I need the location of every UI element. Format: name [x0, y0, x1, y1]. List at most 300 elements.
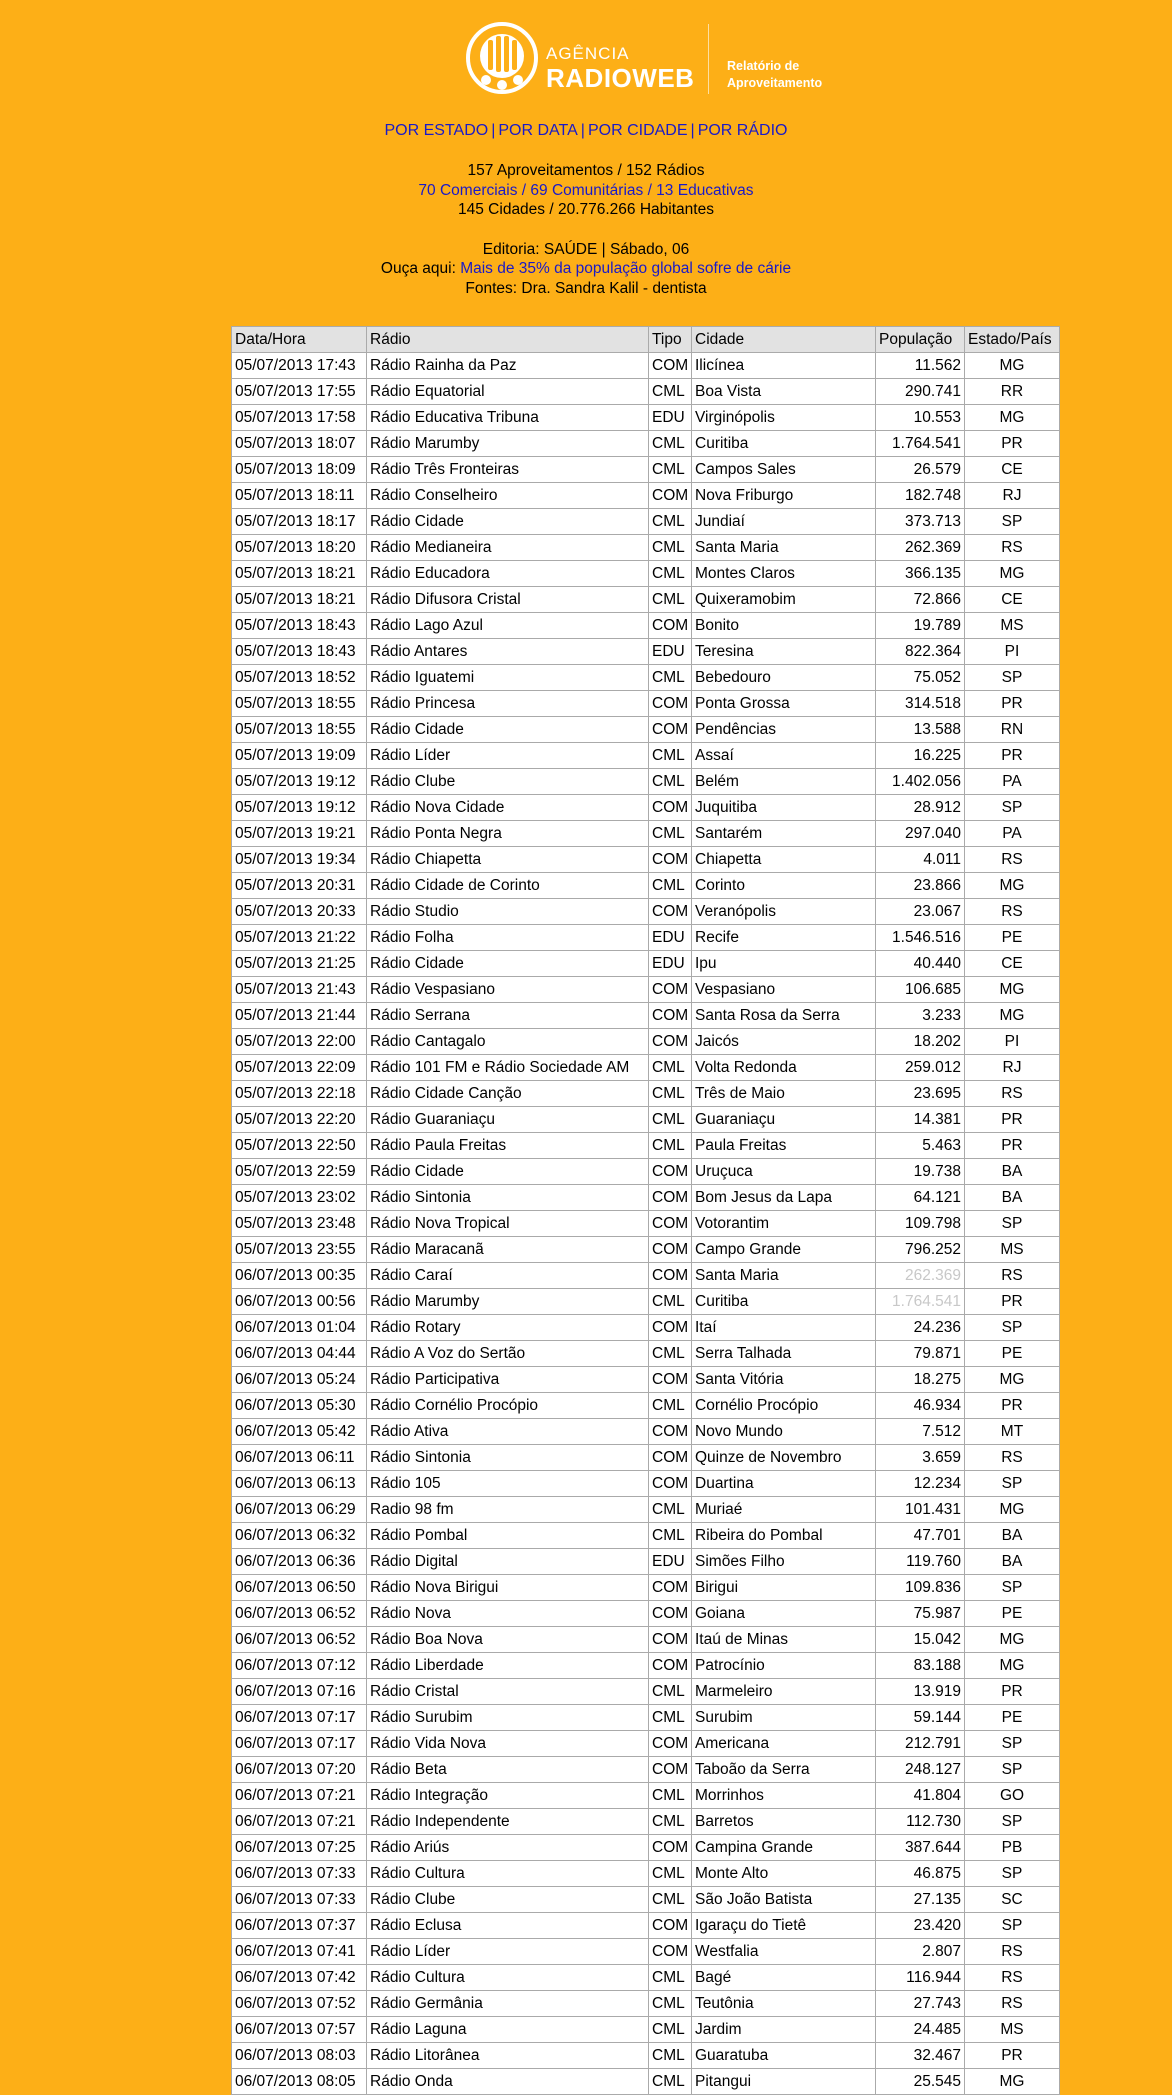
cell-datahora: 05/07/2013 17:58 [232, 405, 367, 431]
cell-datahora: 05/07/2013 21:43 [232, 977, 367, 1003]
cell-radio: Rádio Cidade [367, 717, 649, 743]
table-row [232, 1991, 1060, 2017]
cell-datahora: 06/07/2013 08:05 [232, 2069, 367, 2095]
cell-cidade: Assaí [692, 743, 876, 769]
cell-cidade: Taboão da Serra [692, 1757, 876, 1783]
cell-cidade: Teresina [692, 639, 876, 665]
cell-estado: MS [965, 2017, 1060, 2043]
table-row [232, 1341, 1060, 1367]
cell-tipo: COM [649, 1029, 692, 1055]
cell-populacao: 3.659 [876, 1445, 965, 1471]
table-header-row [232, 327, 1060, 353]
cell-cidade: Novo Mundo [692, 1419, 876, 1445]
cell-tipo: COM [649, 1731, 692, 1757]
cell-datahora: 06/07/2013 05:24 [232, 1367, 367, 1393]
cell-populacao: 19.789 [876, 613, 965, 639]
col-header-tipo: Tipo [649, 327, 692, 353]
cell-populacao: 18.202 [876, 1029, 965, 1055]
cell-tipo: CML [649, 587, 692, 613]
cell-estado: PA [965, 769, 1060, 795]
table-row [232, 1471, 1060, 1497]
nav-por-cidade[interactable]: POR CIDADE [587, 122, 688, 139]
cell-cidade: Belém [692, 769, 876, 795]
cell-cidade: Quinze de Novembro [692, 1445, 876, 1471]
cell-tipo: COM [649, 483, 692, 509]
cell-datahora: 05/07/2013 18:52 [232, 665, 367, 691]
cell-estado: SP [965, 1861, 1060, 1887]
col-header-estado: Estado/País [965, 327, 1060, 353]
cell-datahora: 05/07/2013 18:55 [232, 691, 367, 717]
cell-datahora: 06/07/2013 07:20 [232, 1757, 367, 1783]
cell-populacao: 1.546.516 [876, 925, 965, 951]
cell-populacao: 16.225 [876, 743, 965, 769]
cell-cidade: Surubim [692, 1705, 876, 1731]
cell-populacao: 40.440 [876, 951, 965, 977]
cell-datahora: 05/07/2013 20:33 [232, 899, 367, 925]
cell-radio: Rádio Sintonia [367, 1445, 649, 1471]
cell-populacao: 15.042 [876, 1627, 965, 1653]
cell-radio: Rádio Cidade [367, 1159, 649, 1185]
cell-populacao: 75.052 [876, 665, 965, 691]
cell-datahora: 06/07/2013 06:50 [232, 1575, 367, 1601]
cell-radio: Rádio Ativa [367, 1419, 649, 1445]
cell-estado: PA [965, 821, 1060, 847]
table-row [232, 1497, 1060, 1523]
cell-datahora: 05/07/2013 19:09 [232, 743, 367, 769]
cell-tipo: CML [649, 1289, 692, 1315]
cell-tipo: COM [649, 1367, 692, 1393]
cell-radio: Rádio Caraí [367, 1263, 649, 1289]
cell-tipo: COM [649, 795, 692, 821]
listen-link[interactable]: Mais de 35% da população global sofre de cárie [460, 260, 792, 277]
cell-radio: Rádio Cultura [367, 1861, 649, 1887]
cell-cidade: Quixeramobim [692, 587, 876, 613]
cell-tipo: CML [649, 665, 692, 691]
cell-estado: CE [965, 587, 1060, 613]
cell-radio: Rádio Digital [367, 1549, 649, 1575]
cell-populacao: 47.701 [876, 1523, 965, 1549]
cell-estado: PI [965, 639, 1060, 665]
cell-datahora: 06/07/2013 07:37 [232, 1913, 367, 1939]
cell-cidade: Ponta Grossa [692, 691, 876, 717]
cell-datahora: 05/07/2013 21:22 [232, 925, 367, 951]
cell-tipo: COM [649, 1003, 692, 1029]
table-row [232, 1653, 1060, 1679]
nav-por-radio[interactable]: POR RÁDIO [697, 122, 788, 139]
cell-radio: Rádio Iguatemi [367, 665, 649, 691]
editorial-line: Editoria: SAÚDE | Sábado, 06 [482, 240, 690, 258]
cell-radio: Rádio Nova Tropical [367, 1211, 649, 1237]
report-subtitle [727, 58, 837, 92]
cell-estado: CE [965, 951, 1060, 977]
table-row [232, 1237, 1060, 1263]
cell-radio: Rádio Cidade de Corinto [367, 873, 649, 899]
cell-estado: PR [965, 691, 1060, 717]
cell-tipo: COM [649, 1913, 692, 1939]
nav-por-data[interactable]: POR DATA [498, 122, 578, 139]
cell-cidade: Virginópolis [692, 405, 876, 431]
agencia-radioweb-logo[interactable] [466, 22, 826, 96]
table-row [232, 1107, 1060, 1133]
table-row [232, 1861, 1060, 1887]
cell-datahora: 05/07/2013 23:02 [232, 1185, 367, 1211]
cell-populacao: 23.866 [876, 873, 965, 899]
cell-tipo: CML [649, 1705, 692, 1731]
cell-tipo: EDU [649, 951, 692, 977]
cell-cidade: Simões Filho [692, 1549, 876, 1575]
cell-datahora: 06/07/2013 07:52 [232, 1991, 367, 2017]
cell-datahora: 05/07/2013 23:48 [232, 1211, 367, 1237]
table-row [232, 1315, 1060, 1341]
cell-radio: Rádio Germânia [367, 1991, 649, 2017]
cell-cidade: Santarém [692, 821, 876, 847]
cell-tipo: CML [649, 457, 692, 483]
cell-datahora: 05/07/2013 19:12 [232, 769, 367, 795]
cell-tipo: COM [649, 1471, 692, 1497]
table-row [232, 899, 1060, 925]
cell-tipo: COM [649, 1835, 692, 1861]
table-row [232, 873, 1060, 899]
cell-populacao: 248.127 [876, 1757, 965, 1783]
cell-datahora: 06/07/2013 06:11 [232, 1445, 367, 1471]
cell-datahora: 06/07/2013 06:13 [232, 1471, 367, 1497]
cell-estado: MG [965, 873, 1060, 899]
cell-estado: SC [965, 1887, 1060, 1913]
cell-cidade: Ipu [692, 951, 876, 977]
cell-cidade: Itaí [692, 1315, 876, 1341]
cell-populacao: 46.875 [876, 1861, 965, 1887]
cell-datahora: 06/07/2013 06:36 [232, 1549, 367, 1575]
cell-datahora: 06/07/2013 07:21 [232, 1783, 367, 1809]
cell-populacao: 366.135 [876, 561, 965, 587]
editorial-info [0, 240, 1172, 299]
cell-cidade: Corinto [692, 873, 876, 899]
cell-datahora: 05/07/2013 22:09 [232, 1055, 367, 1081]
cell-cidade: Santa Vitória [692, 1367, 876, 1393]
cell-estado: RS [965, 1081, 1060, 1107]
cell-tipo: CML [649, 1133, 692, 1159]
cell-radio: Rádio Cidade Canção [367, 1081, 649, 1107]
cell-radio: Rádio Litorânea [367, 2043, 649, 2069]
cell-populacao: 27.135 [876, 1887, 965, 1913]
cell-tipo: COM [649, 1419, 692, 1445]
cell-datahora: 05/07/2013 18:21 [232, 561, 367, 587]
cell-estado: SP [965, 1809, 1060, 1835]
cell-radio: Rádio Princesa [367, 691, 649, 717]
cell-tipo: CML [649, 2017, 692, 2043]
cell-tipo: CML [649, 1965, 692, 1991]
nav-separator: | [580, 122, 585, 139]
cell-cidade: Jardim [692, 2017, 876, 2043]
table-row [232, 1731, 1060, 1757]
cell-populacao: 79.871 [876, 1341, 965, 1367]
cell-estado: PR [965, 1393, 1060, 1419]
cell-populacao: 59.144 [876, 1705, 965, 1731]
cell-populacao: 1.764.541 [876, 1289, 965, 1315]
cell-populacao: 41.804 [876, 1783, 965, 1809]
table-row [232, 1523, 1060, 1549]
cell-tipo: COM [649, 1939, 692, 1965]
cell-tipo: CML [649, 1991, 692, 2017]
cell-populacao: 23.067 [876, 899, 965, 925]
cell-populacao: 7.512 [876, 1419, 965, 1445]
table-row [232, 951, 1060, 977]
table-body [232, 353, 1060, 2095]
table-row [232, 1159, 1060, 1185]
cell-radio: Rádio Cantagalo [367, 1029, 649, 1055]
cell-populacao: 72.866 [876, 587, 965, 613]
cell-cidade: Pitangui [692, 2069, 876, 2095]
table-row [232, 1887, 1060, 1913]
sources-line: Fontes: Dra. Sandra Kalil - dentista [465, 279, 707, 297]
cell-tipo: CML [649, 1393, 692, 1419]
report-nav [0, 122, 1172, 144]
cell-populacao: 297.040 [876, 821, 965, 847]
cell-cidade: Paula Freitas [692, 1133, 876, 1159]
cell-estado: MG [965, 353, 1060, 379]
cell-populacao: 32.467 [876, 2043, 965, 2069]
table-row [232, 1965, 1060, 1991]
table-row [232, 977, 1060, 1003]
table-row [232, 1289, 1060, 1315]
table-row [232, 1133, 1060, 1159]
cell-populacao: 24.236 [876, 1315, 965, 1341]
cell-datahora: 06/07/2013 07:16 [232, 1679, 367, 1705]
cell-estado: RS [965, 1445, 1060, 1471]
table-row [232, 665, 1060, 691]
cell-tipo: CML [649, 561, 692, 587]
cell-tipo: COM [649, 717, 692, 743]
cell-populacao: 13.919 [876, 1679, 965, 1705]
cell-estado: SP [965, 1913, 1060, 1939]
cell-estado: SP [965, 1575, 1060, 1601]
table-row [232, 639, 1060, 665]
cell-radio: Rádio Beta [367, 1757, 649, 1783]
cell-estado: SP [965, 509, 1060, 535]
cell-datahora: 05/07/2013 17:43 [232, 353, 367, 379]
cell-tipo: CML [649, 1497, 692, 1523]
cell-cidade: Recife [692, 925, 876, 951]
cell-tipo: CML [649, 1861, 692, 1887]
cell-radio: Rádio Educadora [367, 561, 649, 587]
cell-populacao: 23.695 [876, 1081, 965, 1107]
table-row [232, 1575, 1060, 1601]
cell-datahora: 05/07/2013 21:25 [232, 951, 367, 977]
cell-cidade: Campos Sales [692, 457, 876, 483]
cell-radio: Rádio Clube [367, 769, 649, 795]
cell-cidade: Três de Maio [692, 1081, 876, 1107]
cell-radio: Rádio Marumby [367, 431, 649, 457]
cell-radio: Rádio Clube [367, 1887, 649, 1913]
table-row [232, 2069, 1060, 2095]
cell-radio: Rádio Guaraniaçu [367, 1107, 649, 1133]
cell-cidade: Nova Friburgo [692, 483, 876, 509]
table-row [232, 769, 1060, 795]
cell-estado: RS [965, 1263, 1060, 1289]
cell-estado: MT [965, 1419, 1060, 1445]
cell-tipo: CML [649, 1341, 692, 1367]
cell-datahora: 06/07/2013 06:52 [232, 1627, 367, 1653]
cell-populacao: 116.944 [876, 1965, 965, 1991]
cell-cidade: Patrocínio [692, 1653, 876, 1679]
table-row [232, 1601, 1060, 1627]
cell-populacao: 3.233 [876, 1003, 965, 1029]
cell-cidade: Chiapetta [692, 847, 876, 873]
cell-datahora: 06/07/2013 01:04 [232, 1315, 367, 1341]
table-row [232, 2017, 1060, 2043]
cell-estado: RS [965, 535, 1060, 561]
cell-estado: MG [965, 1497, 1060, 1523]
summary [0, 161, 1172, 220]
cell-cidade: Santa Rosa da Serra [692, 1003, 876, 1029]
listen-line [0, 259, 1172, 279]
cell-datahora: 05/07/2013 20:31 [232, 873, 367, 899]
cell-tipo: COM [649, 1315, 692, 1341]
cell-cidade: Cornélio Procópio [692, 1393, 876, 1419]
cell-cidade: Bagé [692, 1965, 876, 1991]
table-row [232, 1757, 1060, 1783]
cell-tipo: CML [649, 873, 692, 899]
cell-cidade: Curitiba [692, 431, 876, 457]
cell-estado: RS [965, 1939, 1060, 1965]
cell-tipo: COM [649, 691, 692, 717]
cell-estado: BA [965, 1159, 1060, 1185]
cell-radio: Rádio Pombal [367, 1523, 649, 1549]
cell-populacao: 1.764.541 [876, 431, 965, 457]
cell-cidade: Guaraniaçu [692, 1107, 876, 1133]
cell-cidade: Birigui [692, 1575, 876, 1601]
cell-radio: Rádio Laguna [367, 2017, 649, 2043]
cell-tipo: EDU [649, 639, 692, 665]
cell-datahora: 06/07/2013 05:30 [232, 1393, 367, 1419]
cell-populacao: 75.987 [876, 1601, 965, 1627]
cell-populacao: 182.748 [876, 483, 965, 509]
cell-estado: MG [965, 2069, 1060, 2095]
report-subtitle-line2: Aproveitamento [727, 76, 823, 90]
cell-estado: SP [965, 1757, 1060, 1783]
cell-estado: MG [965, 1627, 1060, 1653]
cell-estado: RS [965, 899, 1060, 925]
cell-tipo: COM [649, 977, 692, 1003]
listen-prefix: Ouça aqui: [380, 260, 456, 277]
cell-tipo: COM [649, 1627, 692, 1653]
cell-tipo: CML [649, 509, 692, 535]
cell-cidade: Americana [692, 1731, 876, 1757]
cell-datahora: 06/07/2013 06:52 [232, 1601, 367, 1627]
cell-cidade: Ilicínea [692, 353, 876, 379]
cell-estado: SP [965, 795, 1060, 821]
cell-radio: Rádio Três Fronteiras [367, 457, 649, 483]
cell-populacao: 12.234 [876, 1471, 965, 1497]
cell-radio: Rádio Nova Cidade [367, 795, 649, 821]
cell-radio: Rádio Sintonia [367, 1185, 649, 1211]
table-row [232, 1055, 1060, 1081]
cell-populacao: 2.807 [876, 1939, 965, 1965]
table-row [232, 1211, 1060, 1237]
cell-cidade: Santa Maria [692, 1263, 876, 1289]
cell-tipo: CML [649, 821, 692, 847]
cell-tipo: COM [649, 1445, 692, 1471]
cell-cidade: Jundiaí [692, 509, 876, 535]
cell-radio: Rádio 101 FM e Rádio Sociedade AM [367, 1055, 649, 1081]
table-row [232, 743, 1060, 769]
cell-radio: Rádio Cidade [367, 951, 649, 977]
cell-cidade: Boa Vista [692, 379, 876, 405]
cell-cidade: Goiana [692, 1601, 876, 1627]
cell-cidade: Campo Grande [692, 1237, 876, 1263]
cell-populacao: 64.121 [876, 1185, 965, 1211]
cell-datahora: 06/07/2013 07:33 [232, 1887, 367, 1913]
cell-estado: PR [965, 431, 1060, 457]
cell-estado: PR [965, 1289, 1060, 1315]
summary-cities: 145 Cidades / 20.776.266 Habitantes [458, 201, 714, 218]
cell-populacao: 822.364 [876, 639, 965, 665]
summary-radio-types[interactable]: 70 Comerciais / 69 Comunitárias / 13 Educativas [418, 181, 754, 199]
cell-radio: Rádio Líder [367, 743, 649, 769]
cell-radio: Radio 98 fm [367, 1497, 649, 1523]
cell-radio: Rádio Cultura [367, 1965, 649, 1991]
cell-tipo: COM [649, 1263, 692, 1289]
cell-populacao: 14.381 [876, 1107, 965, 1133]
cell-estado: BA [965, 1549, 1060, 1575]
cell-cidade: Bonito [692, 613, 876, 639]
cell-cidade: Monte Alto [692, 1861, 876, 1887]
cell-cidade: Bom Jesus da Lapa [692, 1185, 876, 1211]
cell-populacao: 25.545 [876, 2069, 965, 2095]
cell-datahora: 06/07/2013 07:41 [232, 1939, 367, 1965]
cell-tipo: CML [649, 1081, 692, 1107]
table-row [232, 1835, 1060, 1861]
cell-radio: Rádio Chiapetta [367, 847, 649, 873]
table-row [232, 1367, 1060, 1393]
cell-tipo: COM [649, 613, 692, 639]
cell-datahora: 06/07/2013 00:35 [232, 1263, 367, 1289]
cell-populacao: 109.798 [876, 1211, 965, 1237]
table-row [232, 1939, 1060, 1965]
nav-por-estado[interactable]: POR ESTADO [384, 122, 489, 139]
cell-estado: SP [965, 1315, 1060, 1341]
cell-tipo: EDU [649, 925, 692, 951]
table-row [232, 1627, 1060, 1653]
table-row [232, 1783, 1060, 1809]
cell-datahora: 05/07/2013 22:59 [232, 1159, 367, 1185]
cell-estado: PR [965, 1133, 1060, 1159]
cell-cidade: Westfalia [692, 1939, 876, 1965]
cell-datahora: 05/07/2013 18:55 [232, 717, 367, 743]
cell-radio: Rádio Marumby [367, 1289, 649, 1315]
cell-cidade: Ribeira do Pombal [692, 1523, 876, 1549]
cell-estado: MS [965, 1237, 1060, 1263]
cell-populacao: 262.369 [876, 1263, 965, 1289]
cell-tipo: CML [649, 1783, 692, 1809]
cell-populacao: 5.463 [876, 1133, 965, 1159]
cell-estado: SP [965, 665, 1060, 691]
cell-tipo: CML [649, 379, 692, 405]
cell-estado: RJ [965, 483, 1060, 509]
cell-tipo: COM [649, 899, 692, 925]
table-row [232, 431, 1060, 457]
aproveitamentos-table [231, 326, 1060, 2095]
cell-estado: PE [965, 925, 1060, 951]
cell-populacao: 259.012 [876, 1055, 965, 1081]
cell-radio: Rádio Vespasiano [367, 977, 649, 1003]
cell-datahora: 05/07/2013 18:43 [232, 639, 367, 665]
cell-radio: Rádio Rotary [367, 1315, 649, 1341]
cell-datahora: 06/07/2013 07:25 [232, 1835, 367, 1861]
cell-radio: Rádio Liberdade [367, 1653, 649, 1679]
cell-radio: Rádio Líder [367, 1939, 649, 1965]
cell-populacao: 262.369 [876, 535, 965, 561]
